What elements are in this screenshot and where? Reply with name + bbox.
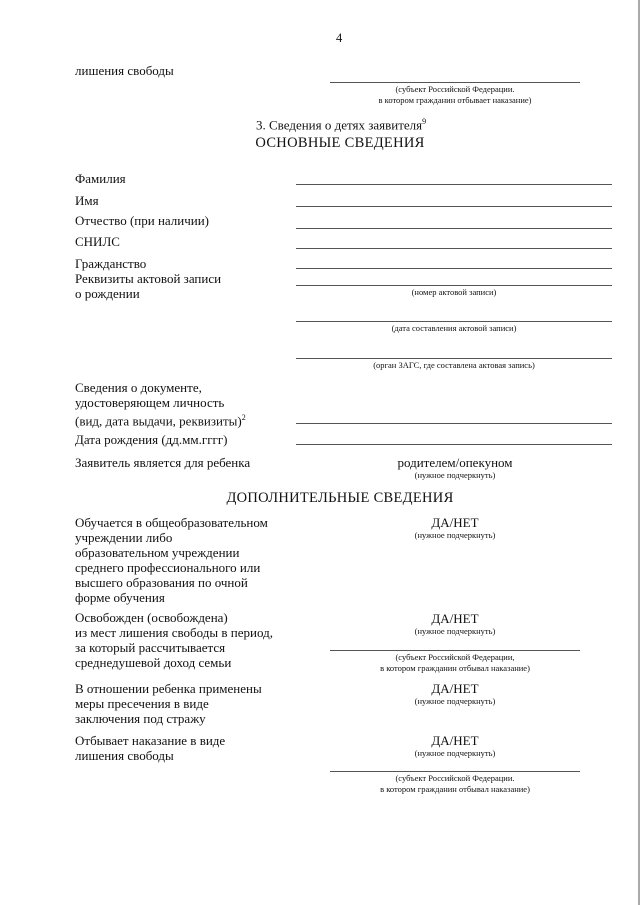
registry-office-field[interactable] (296, 358, 612, 359)
q3-line: меры пресечения в виде (75, 696, 209, 711)
name-field[interactable] (296, 206, 612, 207)
surname-field[interactable] (296, 184, 612, 185)
applicant-role-value[interactable]: родителем/опекуном (397, 455, 513, 470)
birth-record-label-1: Реквизиты актовой записи (75, 271, 222, 286)
record-number-caption: (номер актовой записи) (411, 287, 497, 297)
q2-yes-no[interactable]: ДА/НЕТ (431, 611, 479, 626)
q1-line: образовательном учреждении (75, 545, 240, 560)
q1-line: Обучается в общеобразовательном (75, 515, 268, 530)
q2-hint: (нужное подчеркнуть) (414, 626, 496, 636)
page-number: 4 (336, 31, 343, 45)
q3-hint: (нужное подчеркнуть) (414, 696, 496, 706)
q4-hint: (нужное подчеркнуть) (414, 748, 496, 758)
patronymic-label: Отчество (при наличии) (75, 213, 210, 228)
record-date-field[interactable] (296, 321, 612, 322)
top-subject-caption-1: (субъект Российской Федерации. (395, 84, 515, 94)
q4-subject-caption-1: (субъект Российской Федерации. (395, 773, 515, 783)
q2-subject-caption-1: (субъект Российской Федерации, (395, 652, 515, 662)
q2-subject-caption-2: в котором гражданин отбывал наказание) (380, 663, 530, 673)
document-field[interactable] (296, 423, 612, 424)
additional-heading: ДОПОЛНИТЕЛЬНЫЕ СВЕДЕНИЯ (226, 490, 454, 506)
q4-subject-caption-2: в котором гражданин отбывал наказание) (380, 784, 530, 794)
q4-imprisonment-question (75, 733, 225, 763)
section-title-footnote: 9 (422, 117, 427, 126)
q1-hint: (нужное подчеркнуть) (414, 530, 496, 540)
q2-line: из мест лишения свободы в период, (75, 625, 273, 640)
q1-line: учреждении либо (75, 530, 173, 545)
citizenship-label: Гражданство (75, 256, 147, 271)
top-subject-caption-2: в котором гражданин отбывает наказание) (378, 95, 532, 105)
q3-custody-question (75, 681, 262, 726)
q2-subject-field[interactable] (330, 650, 580, 651)
q3-yes-no[interactable]: ДА/НЕТ (431, 681, 479, 696)
record-date-caption: (дата составления актовой записи) (391, 323, 517, 333)
q4-line: лишения свободы (75, 748, 174, 763)
q1-line: высшего образования по очной (75, 575, 248, 590)
q3-line: В отношении ребенка применены (75, 681, 262, 696)
applicant-role-label: Заявитель является для ребенка (75, 455, 251, 470)
registry-office-caption: (орган ЗАГС, где составлена актовая запись) (373, 360, 535, 370)
q4-line: Отбывает наказание в виде (75, 733, 226, 748)
citizenship-field[interactable] (296, 268, 612, 269)
surname-label: Фамилия (75, 171, 126, 186)
q1-education-question (75, 515, 268, 605)
q2-line: Освобожден (освобождена) (75, 610, 228, 625)
q2-line: среднедушевой доход семьи (75, 655, 232, 670)
document-label-3: (вид, дата выдачи, реквизиты)$^2$ (75, 413, 246, 429)
q1-line: форме обучения (75, 590, 165, 605)
top-continuation-text: лишения свободы (75, 63, 174, 78)
name-label: Имя (75, 193, 99, 208)
record-number-field[interactable] (296, 285, 612, 286)
birth-record-label-2: о рождении (75, 286, 140, 301)
applicant-role-hint: (нужное подчеркнуть) (414, 470, 496, 480)
q1-line: среднего профессионального или (75, 560, 261, 575)
q2-line: за который рассчитывается (75, 640, 226, 655)
birth-date-field[interactable] (296, 444, 612, 445)
document-label-1: Сведения о документе, (75, 380, 202, 395)
section-title: 3. Сведения о детях заявителя$^9$ (256, 117, 427, 133)
q2-released-question (75, 610, 273, 670)
top-subject-line (330, 82, 580, 83)
q1-yes-no[interactable]: ДА/НЕТ (431, 515, 479, 530)
birth-date-label: Дата рождения (дд.мм.гггг) (75, 432, 228, 447)
q4-yes-no[interactable]: ДА/НЕТ (431, 733, 479, 748)
patronymic-field[interactable] (296, 228, 612, 229)
document-footnote: 2 (241, 413, 246, 422)
main-heading: ОСНОВНЫЕ СВЕДЕНИЯ (255, 135, 425, 151)
q3-line: заключения под стражу (75, 711, 206, 726)
snils-label: СНИЛС (75, 234, 120, 249)
document-label-2: удостоверяющем личность (75, 395, 225, 410)
q4-subject-field[interactable] (330, 771, 580, 772)
snils-field[interactable] (296, 248, 612, 249)
